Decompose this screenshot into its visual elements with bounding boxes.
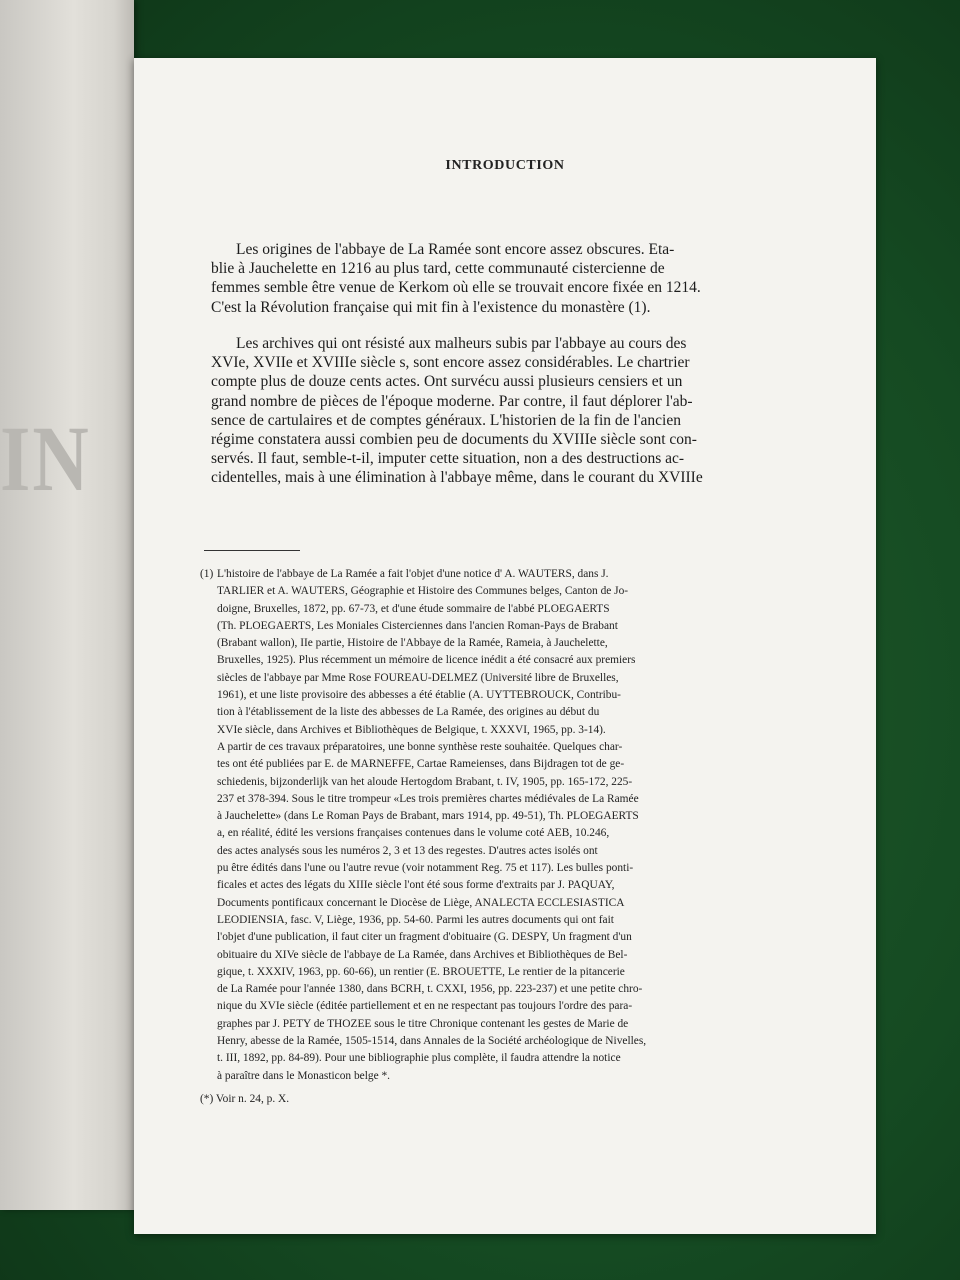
body-paragraph-2 (211, 334, 751, 488)
body-line: C'est la Révolution française qui mit fin à l'existence du monastère (1). (211, 298, 651, 316)
body-line: compte plus de douze cents actes. Ont survécu aussi plusieurs censiers et un (211, 373, 683, 391)
footnote-star: (*) Voir n. 24, p. X. (200, 1092, 290, 1105)
body-line: servés. Il faut, semble-t-il, imputer cette situation, non a des destructions ac- (211, 450, 685, 468)
footnote-line: (Th. PLOEGAERTS, Les Moniales Cisterciennes dans l'ancien Roman-Pays de Brabant (217, 619, 618, 632)
body-paragraph-1 (211, 240, 751, 317)
footnote-line: nique du XVIe siècle (éditée partiellement et en ne respectant pas toujours l'ordre des para- (217, 1000, 633, 1013)
footnote-line: XVIe siècle, dans Archives et Bibliothèques de Belgique, t. XXXVI, 1965, pp. 3-14). (217, 723, 606, 736)
footnote-line: obituaire du XIVe siècle de l'abbaye de La Ramée, dans Archives et Bibliothèques de Bel- (217, 948, 628, 961)
footnote-line: gique, t. XXXIV, 1963, pp. 60-66), un rentier (E. BROUETTE, Le rentier de la pitancerie (217, 965, 625, 978)
footnote-line: doigne, Bruxelles, 1872, pp. 67-73, et d'une étude sommaire de l'abbé PLOEGAERTS (217, 602, 610, 615)
footnote-1-body (200, 583, 770, 1085)
body-line: cidentelles, mais à une élimination à l'abbaye même, dans le courant du XVIIIe (211, 469, 703, 487)
footnotes (200, 566, 770, 1108)
body-line: Les origines de l'abbaye de La Ramée sont encore assez obscures. Eta- (236, 241, 675, 258)
footnote-line: pu être édités dans l'une ou l'autre revue (voir notamment Reg. 75 et 117). Les bulles ponti- (217, 862, 634, 875)
footnote-marker: (1) (200, 568, 214, 580)
page-title: INTRODUCTION (445, 158, 565, 173)
footnote-line: Bruxelles, 1925). Plus récemment un mémoire de licence inédit a été consacré aux premiers (217, 654, 636, 667)
body-line: XVIe, XVIIe et XVIIIe siècle s, sont encore assez considérables. Le chartrier (211, 354, 690, 372)
footnote-line: Henry, abesse de la Ramée, 1505-1514, dans Annales de la Société archéologique de Nivelles, (217, 1035, 647, 1048)
footnote-line: graphes par J. PETY de THOZEE sous le titre Chronique contenant les gestes de Marie de (217, 1017, 629, 1030)
footnote-line: de La Ramée pour l'année 1380, dans BCRH, t. CXXI, 1956, pp. 223-237) et une petite chro- (217, 983, 643, 996)
footnote-1-first-line (200, 566, 770, 583)
footnote-line: à paraître dans le Monasticon belge *. (217, 1069, 391, 1082)
footnote-line: L'histoire de l'abbaye de La Ramée a fait l'objet d'une notice d' A. WAUTERS, dans J. (217, 568, 609, 580)
footnote-line: (Brabant wallon), IIe partie, Histoire de l'Abbaye de la Ramée, Rameia, à Jauchelette, (217, 637, 608, 650)
footnote-line: schiedenis, bijzonderlijk van het aloude Hertogdom Brabant, t. IV, 1905, pp. 165-172, 225- (217, 775, 633, 788)
footnote-line: à Jauchelette» (dans Le Roman Pays de Brabant, mars 1914, pp. 49-51), Th. PLOEGAERTS (217, 810, 639, 823)
body-line: femmes semble être venue de Kerkom où elle se trouvait encore fixée en 1214. (211, 279, 701, 297)
footnote-line: ficales et actes des légats du XIIIe siècle l'ont été sous forme d'extraits par J. PAQUAY, (217, 879, 615, 892)
footnote-line: A partir de ces travaux préparatoires, une bonne synthèse reste souhaitée. Quelques char- (217, 740, 623, 753)
footnote-line: 1961), et une liste provisoire des abbesses a été établie (A. UYTTEBROUCK, Contribu- (217, 689, 621, 702)
body-line: grand nombre de pièces de l'époque moderne. Par contre, il faut déplorer l'ab- (211, 392, 693, 410)
footnote-line: tion à l'établissement de la liste des abbesses de La Ramée, des origines au début du (217, 706, 600, 719)
footnote-line: t. III, 1892, pp. 84-89). Pour une bibliographie plus complète, il faudra attendre la notice (217, 1052, 621, 1065)
body-line: Les archives qui ont résisté aux malheurs subis par l'abbaye au cours des (236, 335, 687, 352)
footnote-line: TARLIER et A. WAUTERS, Géographie et Histoire des Communes belges, Canton de Jo- (217, 585, 629, 598)
footnote-line: 237 et 378-394. Sous le titre trompeur «Les trois premières chartes médiévales de La Ramée (217, 792, 639, 805)
body-line: blie à Jauchelette en 1216 au plus tard, cette communauté cistercienne de (211, 260, 665, 278)
footnote-line: LEODIENSIA, fasc. V, Liège, 1936, pp. 54-60. Parmi les autres documents qui ont fait (217, 913, 614, 926)
body-line: régime constatera aussi combien peu de documents du XVIIIe siècle sont con- (211, 431, 697, 449)
left-facing-page (0, 0, 134, 1210)
body-line: sence de cartulaires et de comptes généraux. L'historien de la fin de l'ancien (211, 411, 681, 429)
document-page (134, 58, 876, 1234)
footnote-separator-rule (204, 550, 300, 551)
footnote-line: tes ont été publiées par E. de MARNEFFE, Cartae Rameienses, dans Bijdragen tot de ge- (217, 758, 625, 771)
footnote-line: Documents pontificaux concernant le Diocèse de Liège, ANALECTA ECCLESIASTICA (217, 896, 625, 909)
footnote-line: siècles de l'abbaye par Mme Rose FOUREAU-DELMEZ (Université libre de Bruxelles, (217, 671, 619, 684)
footnote-line: des actes analysés sous les numéros 2, 3 et 13 des regestes. D'autres actes isolés ont (217, 844, 598, 857)
footnote-line: l'objet d'une publication, il faut citer un fragment d'obituaire (G. DESPY, Un fragment d'un (217, 931, 632, 944)
footnote-line: a, en réalité, édité les versions françaises contenues dans le volume coté AEB, 10.246, (217, 827, 610, 840)
left-page-bleed-letters: IN (0, 406, 91, 511)
